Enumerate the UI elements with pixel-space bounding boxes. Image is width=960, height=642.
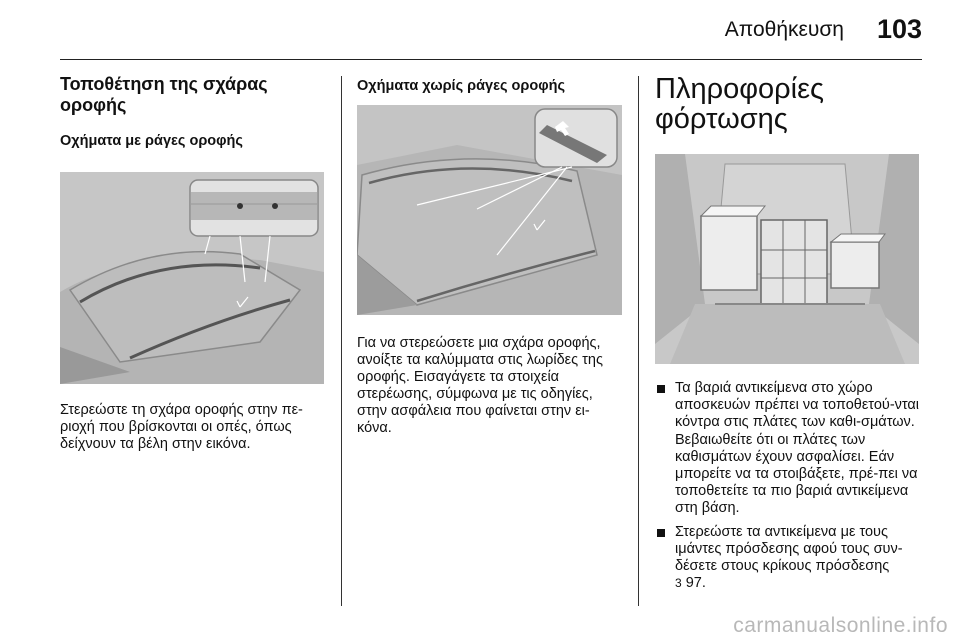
figure-roof-rails	[60, 172, 324, 384]
page-number: 103	[876, 14, 922, 44]
page-header	[60, 0, 922, 60]
bullet-text-tie-down: Στερεώστε τα αντικείμενα με τους ιμάντες πρόσδεσης αφού τους συν‐δέσετε στους κρίκους πρόσδεσης	[675, 523, 903, 575]
figure-cargo-loading	[655, 154, 919, 364]
column-divider-2	[638, 76, 639, 606]
watermark-text: carmanualsonline.info	[733, 614, 948, 637]
column-1	[60, 74, 324, 453]
section-heading-loading-info: Πληροφορίες φόρτωσης	[655, 73, 824, 135]
loading-bullet-list	[655, 380, 922, 592]
header-section-title: Αποθήκευση	[724, 18, 844, 41]
bullet-item-heavy-objects	[655, 380, 922, 518]
section-heading-roof-rack: Τοποθέτηση της σχάρας οροφής	[60, 74, 268, 115]
body-text-roof-rails: Στερεώστε τη σχάρα οροφής στην πε‐ριοχή που βρίσκονται οι οπές, όπως δείχνουν τα βέλη στην εικόνα.	[60, 402, 303, 452]
figure-no-roof-rails	[357, 105, 622, 315]
cargo-area-illustration	[655, 154, 919, 364]
square-bullet-icon	[657, 529, 665, 537]
column-3	[655, 74, 922, 598]
page-reference-icon: 3	[675, 576, 682, 591]
body-text-no-roof-rails: Για να στερεώσετε μια σχάρα οροφής, ανοίξτε τα καλύμματα στις λωρίδες της οροφής. Εισαγάγετε τα στοιχεία στερέωσης, σύμφωνα με τις οδηγίες, στην ασφάλεια που φαίνεται στην ει‐κόνα.	[357, 335, 603, 436]
bullet-item-tie-down	[655, 524, 922, 593]
roof-strip-illustration	[357, 105, 622, 315]
subheading-with-roof-rails: Οχήματα με ράγες οροφής	[60, 133, 243, 149]
column-2	[357, 74, 622, 437]
square-bullet-icon	[657, 385, 665, 393]
roof-rails-illustration	[60, 172, 324, 384]
bullet-text-heavy-objects: Τα βαριά αντικείμενα στο χώρο αποσκευών πρέπει να τοποθετού‐νται κόντρα στις πλάτες των καθι‐σμάτων. Βεβαιωθείτε ότι οι πλάτες των καθισμάτων έχουν ασφαλίσει. Εάν μπορείτε να τα στοιβάξετε, πρέ‐πει να τοποθετείτε τα πιο βαριά αντικείμενα στη βάση.	[675, 380, 920, 517]
column-divider-1	[341, 76, 342, 606]
subheading-without-roof-rails: Οχήματα χωρίς ράγες οροφής	[357, 78, 565, 94]
page-reference-link[interactable]: 97.	[685, 575, 706, 592]
